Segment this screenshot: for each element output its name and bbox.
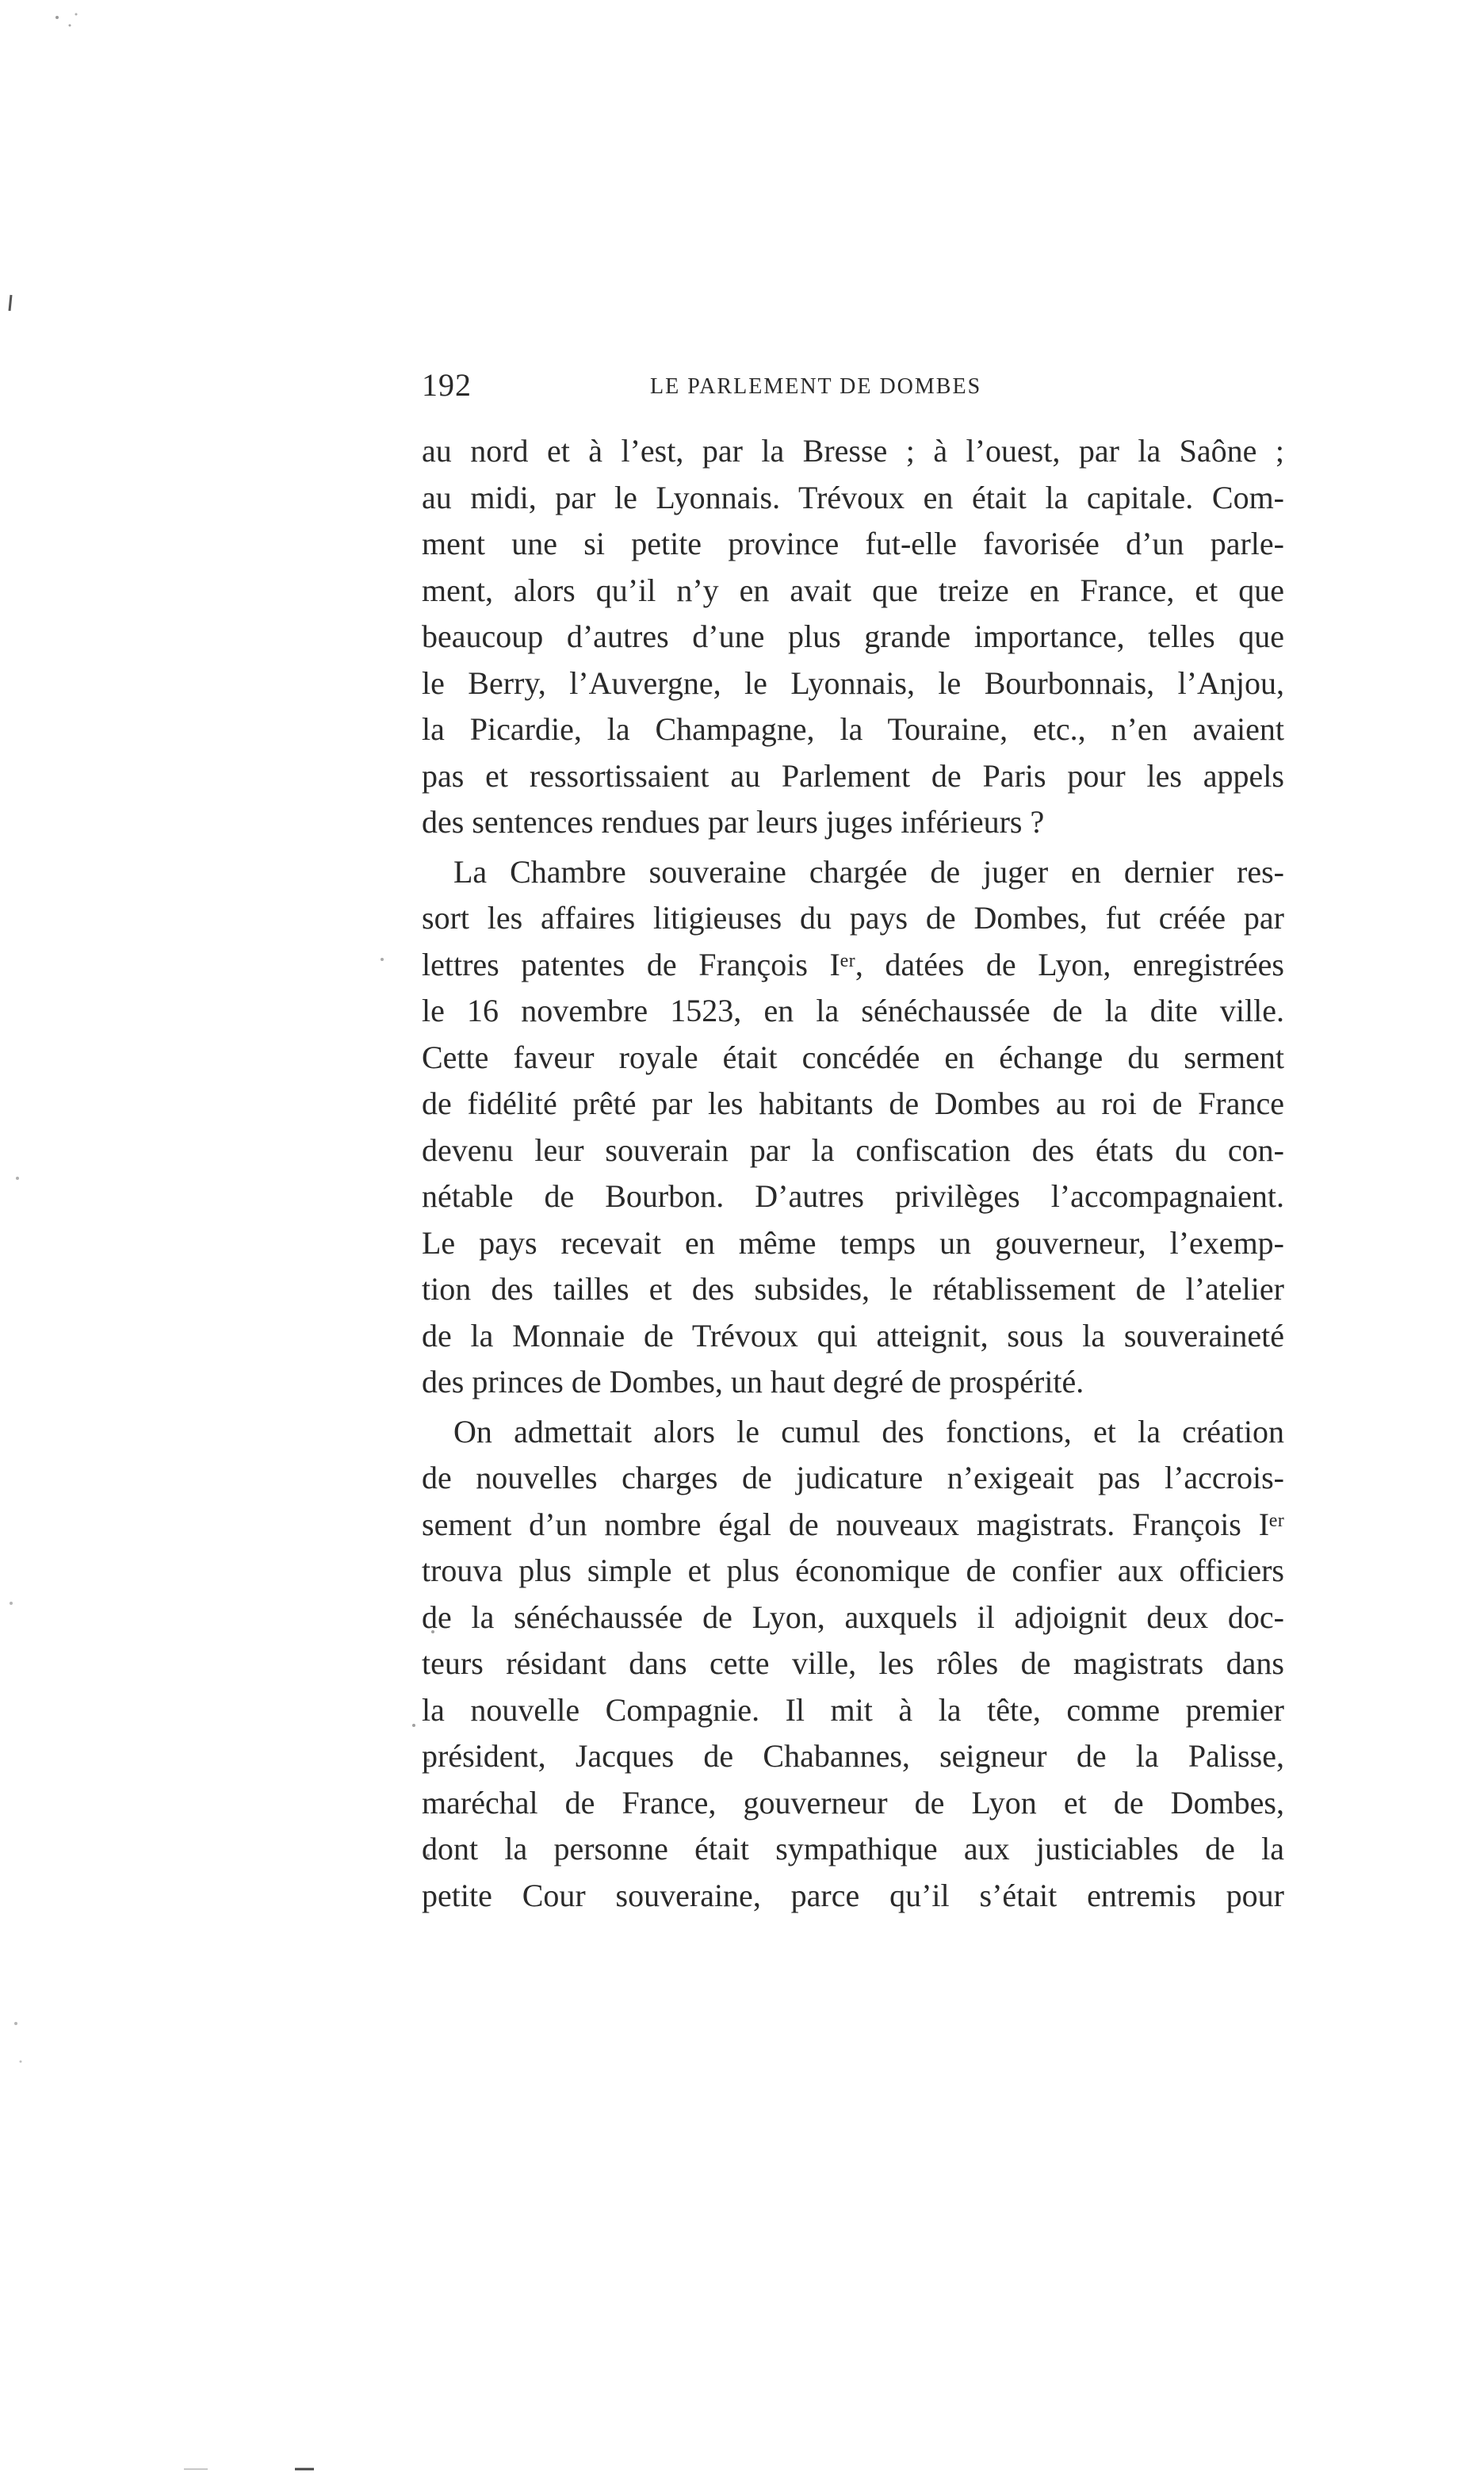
text-line: de la Monnaie de Trévoux qui atteignit, sous la souveraineté (422, 1317, 1284, 1353)
paragraph (422, 428, 1284, 846)
text-line: Cette faveur royale était concédée en échange du serment (422, 1039, 1284, 1075)
text-line: La Chambre souveraine chargée de juger en dernier res- (453, 853, 1284, 890)
text-line: devenu leur souverain par la confiscation des états du con- (422, 1131, 1284, 1168)
text-line: Le pays recevait en même temps un gouverneur, l’exemp- (422, 1224, 1284, 1261)
text-line: pas et ressortissaient au Parlement de Paris pour les appels (422, 757, 1284, 794)
text-line: nétable de Bourbon. D’autres privilèges l’accompagnaient. (422, 1178, 1284, 1214)
body-text (422, 428, 1284, 1919)
text-line: teurs résidant dans cette ville, les rôles de magistrats dans (422, 1645, 1284, 1681)
text-line: de la sénéchaussée de Lyon, auxquels il adjoignit deux doc- (422, 1598, 1284, 1635)
page-header (422, 366, 1284, 414)
text-line: On admettait alors le cumul des fonctions, et la création (453, 1413, 1284, 1449)
text-line: le Berry, l’Auvergne, le Lyonnais, le Bourbonnais, l’Anjou, (422, 664, 1284, 701)
text-line: maréchal de France, gouverneur de Lyon et de Dombes, (422, 1784, 1284, 1821)
text-line: au nord et à l’est, par la Bresse ; à l’ouest, par la Saône ; (422, 433, 1284, 469)
paragraph (422, 1409, 1284, 1920)
text-line: dont la personne était sympathique aux justiciables de la (422, 1831, 1284, 1866)
text-line: lettres patentes de François Iᵉʳ, datées de Lyon, enregistrées (422, 946, 1284, 982)
text-line: ment, alors qu’il n’y en avait que treize en France, et que (422, 572, 1284, 608)
running-title: LE PARLEMENT DE DOMBES (650, 374, 982, 399)
text-line: au midi, par le Lyonnais. Trévoux en était la capitale. Com- (422, 479, 1284, 515)
text-line: sement d’un nombre égal de nouveaux magistrats. François Iᵉʳ (422, 1506, 1284, 1542)
text-line: la nouvelle Compagnie. Il mit à la tête, comme premier (422, 1691, 1284, 1728)
text-line: sort les affaires litigieuses du pays de Dombes, fut créée par (422, 900, 1284, 936)
text-line: petite Cour souveraine, parce qu’il s’était entremis pour (422, 1877, 1284, 1913)
text-line: beaucoup d’autres d’une plus grande importance, telles que (422, 618, 1284, 654)
text-line: de fidélité prêté par les habitants de Dombes au roi de France (422, 1085, 1284, 1121)
page-number: 192 (422, 367, 472, 403)
text-line: des princes de Dombes, un haut degré de prospérité. (422, 1364, 1084, 1399)
text-line: la Picardie, la Champagne, la Touraine, etc., n’en avaient (422, 711, 1284, 747)
text-line: ment une si petite province fut-elle favorisée d’un parle- (422, 526, 1284, 561)
text-line: tion des tailles et des subsides, le rétablissement de l’atelier (422, 1271, 1284, 1307)
text-line: de nouvelles charges de judicature n’exigeait pas l’accrois- (422, 1460, 1284, 1495)
text-line: trouva plus simple et plus économique de confier aux officiers (422, 1553, 1284, 1588)
text-line: le 16 novembre 1523, en la sénéchaussée de la dite ville. (422, 993, 1284, 1028)
text-line: président, Jacques de Chabannes, seigneur de la Palisse, (422, 1738, 1284, 1774)
paragraph (422, 849, 1284, 1406)
text-line: des sentences rendues par leurs juges inférieurs ? (422, 804, 1045, 840)
